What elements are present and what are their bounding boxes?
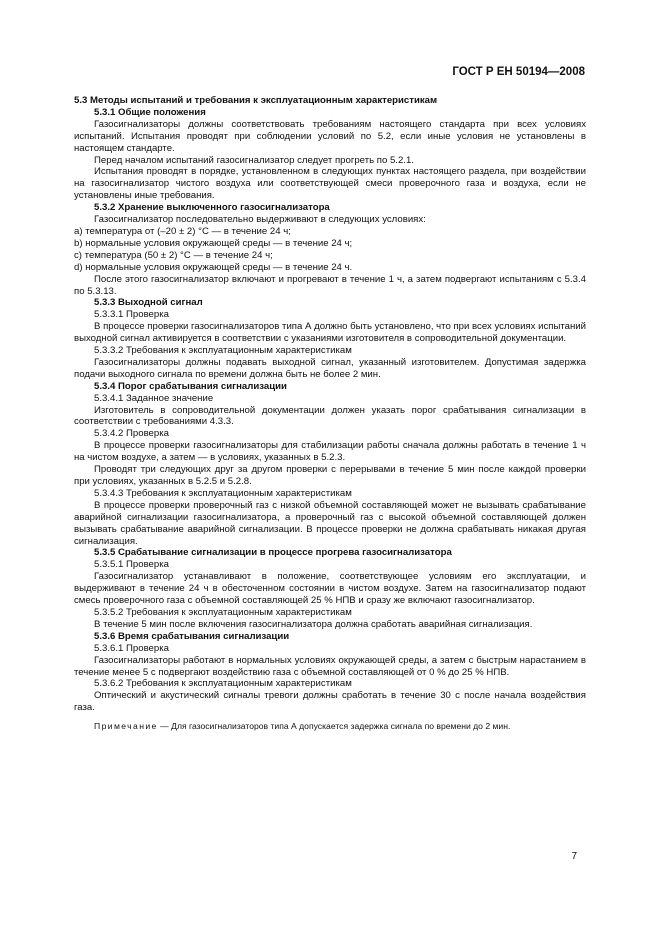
section-heading: 5.3.1 Общие положения [94,106,206,118]
paragraph: Газосигнализаторы работают в нормальных условиях окружающей среды, а затем с быстрым нарастанием в течение менее 5 с подвергают воздействию газа с объемной составляющей от 0 % до 25 % НПВ. [74,654,586,678]
paragraph: В течение 5 мин после включения газосигнализатора должна сработать аварийная сигнализация. [94,618,533,630]
section-heading: 5.3.2 Хранение выключенного газосигнализатора [94,202,330,214]
paragraph: 5.3.6.2 Требования к эксплуатационным характеристикам [94,678,352,690]
paragraph: Испытания проводят в порядке, установленном в следующих пунктах настоящего раздела, при воздействии на газосигнализатор чистого воздуха или соответствующей смеси проверочного газа и воздуха, если не установлены иные требования. [74,166,586,202]
paragraph: Перед началом испытаний газосигнализатор следует прогреть по 5.2.1. [94,154,414,166]
paragraph: Газосигнализаторы должны соответствовать требованиям настоящего стандарта при всех условиях испытаний. Испытания проводят при соблюдении условий по 5.2, если иные условия не установлены в настоящем стандарте. [74,118,586,154]
note [74,721,586,733]
paragraph: d) нормальные условия окружающей среды — в течение 24 ч. [74,261,353,273]
paragraph: 5.3.3.2 Требования к эксплуатационным характеристикам [94,345,352,357]
paragraph: Газосигнализатор последовательно выдерживают в следующих условиях: [94,214,426,226]
document-header: ГОСТ Р ЕН 50194—2008 [452,66,585,78]
section-heading: 5.3 Методы испытаний и требования к эксплуатационным характеристикам [74,95,438,106]
paragraph: 5.3.3.1 Проверка [94,309,169,321]
paragraph: a) температура от (–20 ± 2) °С — в течение 24 ч; [74,225,291,237]
page-body [74,95,586,733]
paragraph: Проводят три следующих друг за другом проверки с перерывами в течение 5 мин после каждой проверки при условиях, указанных в 5.2.5 и 5.2.8. [74,464,586,487]
paragraph: 5.3.5.2 Требования к эксплуатационным характеристикам [94,606,352,618]
paragraph: b) нормальные условия окружающей среды — в течение 24 ч; [74,237,353,249]
paragraph: Оптический и акустический сигналы тревоги должны сработать в течение 30 с после начала воздействия газа. [74,690,586,714]
paragraph: В процессе проверки проверочный газ с низкой объемной составляющей может не вызывать срабатывание аварийной сигнализации газосигнализатора, а проверочный газ с высокой объемной составляющей должен вызывать срабатывание аварийной сигнализации. В процессе проверки не должна срабатывать никакая другая сигнализация. [74,499,586,547]
paragraph: В процессе проверки газосигнализаторы для стабилизации работы сначала должны работать в течение 1 ч на чистом воздухе, а затем — в условиях, указанных в 5.2.3. [74,440,586,464]
page-number: 7 [571,851,577,862]
section-heading: 5.3.3 Выходной сигнал [94,297,203,309]
paragraph: Газосигнализатор устанавливают в положение, соответствующее условиям его эксплуатации, и выдерживают в течение 24 ч в обесточенном состоянии в чистом воздухе. Затем на газосигнализатор подают смесь проверочного газа с объемной составляющей 25 % НПВ и сразу же включают газосигнализатор. [74,571,586,607]
paragraph: 5.3.4.1 Заданное значение [94,392,214,404]
section-heading: 5.3.5 Срабатывание сигнализации в процессе прогрева газосигнализатора [94,547,452,559]
paragraph: 5.3.4.2 Проверка [94,428,169,440]
paragraph: c) температура (50 ± 2) °С — в течение 24 ч; [74,249,273,261]
paragraph: В процессе проверки газосигнализаторов типа А должно быть установлено, что при всех условиях испытаний выходной сигнал активируется в соответствии с указаниями изготовителя в сопроводительной документации. [74,321,586,345]
paragraph: После этого газосигнализатор включают и прогревают в течение 1 ч, а затем подвергают испытаниям с 5.3.4 по 5.3.13. [74,273,586,297]
paragraph: 5.3.4.3 Требования к эксплуатационным характеристикам [94,487,352,499]
paragraph: 5.3.5.1 Проверка [94,559,169,571]
paragraph: Изготовитель в сопроводительной документации должен указать порог срабатывания сигнализации в соответствии с требованиями 4.3.3. [74,404,586,428]
paragraph: Газосигнализаторы должны подавать выходной сигнал, указанный изготовителем. Допустимая задержка подачи выходного сигнала по времени должна быть не более 2 мин. [74,356,586,380]
section-heading: 5.3.4 Порог срабатывания сигнализации [94,380,287,392]
note-label: Примечание [94,721,158,732]
note-text: — Для газосигнализаторов типа А допускается задержка сигнала по времени до 2 мин. [157,721,511,732]
paragraph-list [74,95,586,714]
section-heading: 5.3.6 Время срабатывания сигнализации [94,630,290,642]
paragraph: 5.3.6.1 Проверка [94,642,169,654]
